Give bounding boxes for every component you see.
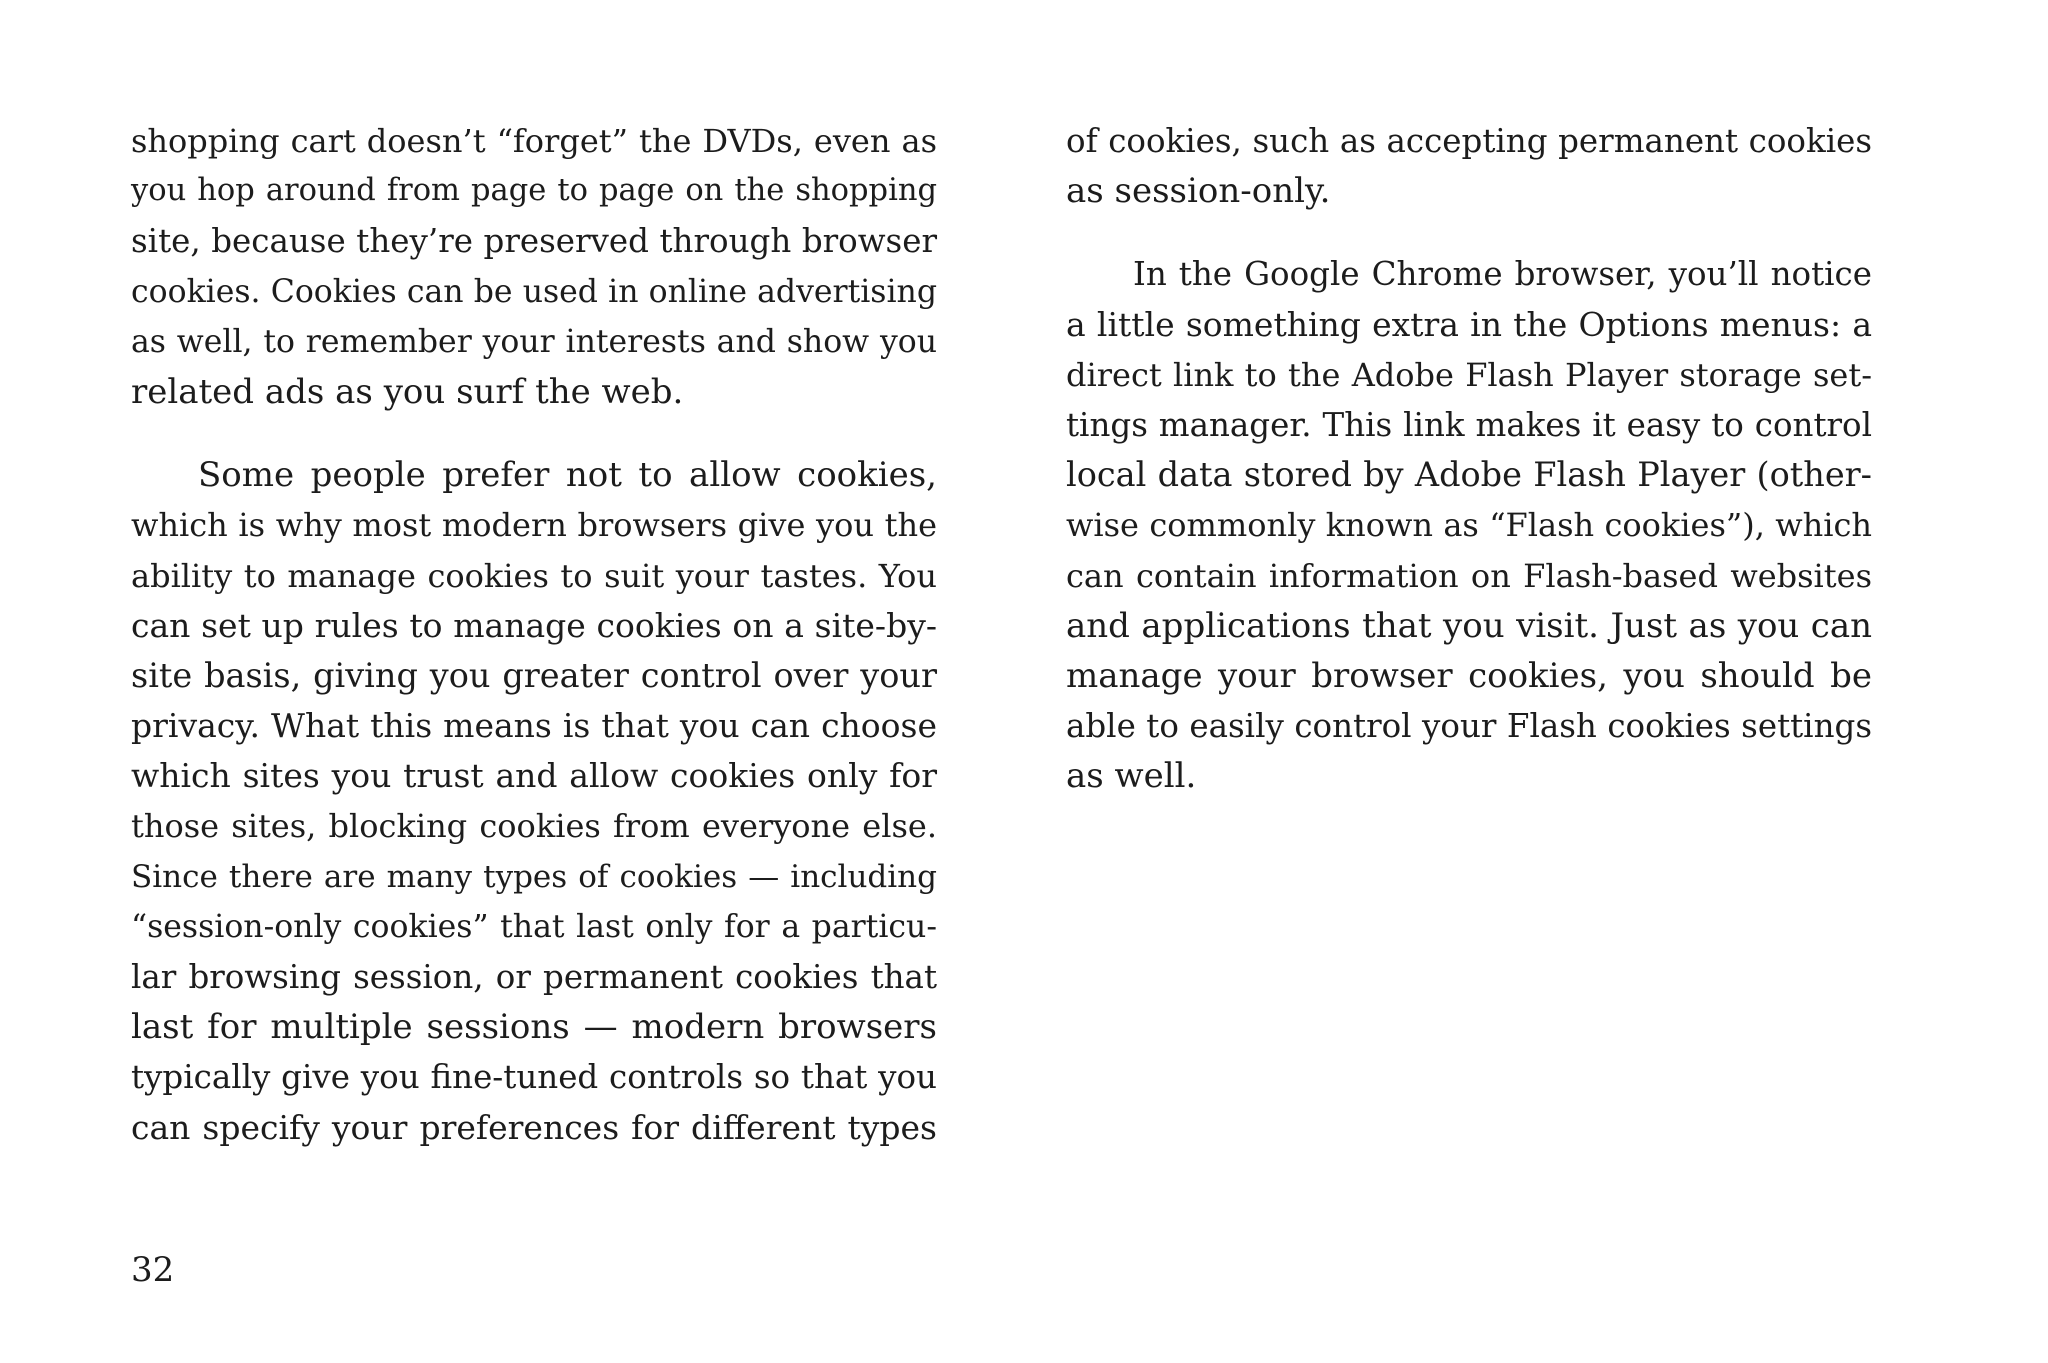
paragraph-spacer (131, 417, 937, 450)
text-line: privacy. What this means is that you can choose (131, 706, 937, 746)
text-line: typically give you fine-tuned controls so that you (131, 1058, 937, 1097)
left-column (131, 116, 937, 1153)
text-line: you hop around from page to page on the shopping (131, 173, 937, 209)
paragraph (1066, 116, 1872, 216)
text-line: direct link to the Adobe Flash Player storage set- (1066, 355, 1872, 394)
text-line: which sites you trust and allow cookies only for (131, 756, 937, 796)
paragraph (131, 116, 937, 417)
text-line: can contain information on Flash-based websites (1066, 556, 1872, 595)
text-line: of cookies, such as accepting permanent cookies (1066, 122, 1872, 160)
text-line: shopping cart doesn’t “forget” the DVDs, even as (131, 122, 937, 160)
text-line: In the Google Chrome browser, you’ll notice (1133, 255, 1872, 294)
text-line: a little something extra in the Options menus: a (1066, 304, 1872, 344)
text-line: “session-only cookies” that last only for a particu- (131, 908, 937, 945)
paragraph (131, 450, 937, 1153)
text-line: cookies. Cookies can be used in online advertising (131, 273, 937, 310)
text-line: manage your browser cookies, you should be (1066, 655, 1872, 696)
text-line: lar browsing session, or permanent cookies that (131, 958, 937, 996)
text-line: those sites, blocking cookies from everyone else. (131, 807, 937, 846)
text-line: as session-only. (1066, 171, 1331, 212)
text-line: which is why most modern browsers give you the (131, 506, 937, 545)
text-line: ability to manage cookies to suit your tastes. You (131, 556, 937, 595)
text-line: tings manager. This link makes it easy to control (1066, 405, 1872, 444)
text-line: last for multiple sessions — modern browsers (131, 1007, 937, 1048)
text-line: can specify your preferences for different types (131, 1107, 937, 1147)
text-line: site, because they’re preserved through browser (131, 222, 937, 261)
text-line: as well. (1066, 756, 1197, 797)
text-line: and applications that you visit. Just as you can (1066, 605, 1872, 646)
text-line: site basis, giving you greater control over your (131, 655, 937, 695)
right-column (1066, 116, 1872, 801)
paragraph-spacer (1066, 216, 1872, 249)
text-line: able to easily control your Flash cookies settings (1066, 707, 1872, 746)
paragraph (1066, 249, 1872, 801)
text-line: local data stored by Adobe Flash Player (other- (1066, 455, 1872, 495)
page-number: 32 (131, 1250, 175, 1290)
text-line: Some people prefer not to allow cookies, (198, 455, 937, 496)
text-line: can set up rules to manage cookies on a site-by- (131, 605, 937, 645)
text-line: as well, to remember your interests and show you (131, 323, 937, 360)
text-line: wise commonly known as “Flash cookies”), which (1066, 506, 1872, 545)
text-line: related ads as you surf the web. (131, 371, 684, 412)
text-line: Since there are many types of cookies — including (131, 858, 937, 895)
